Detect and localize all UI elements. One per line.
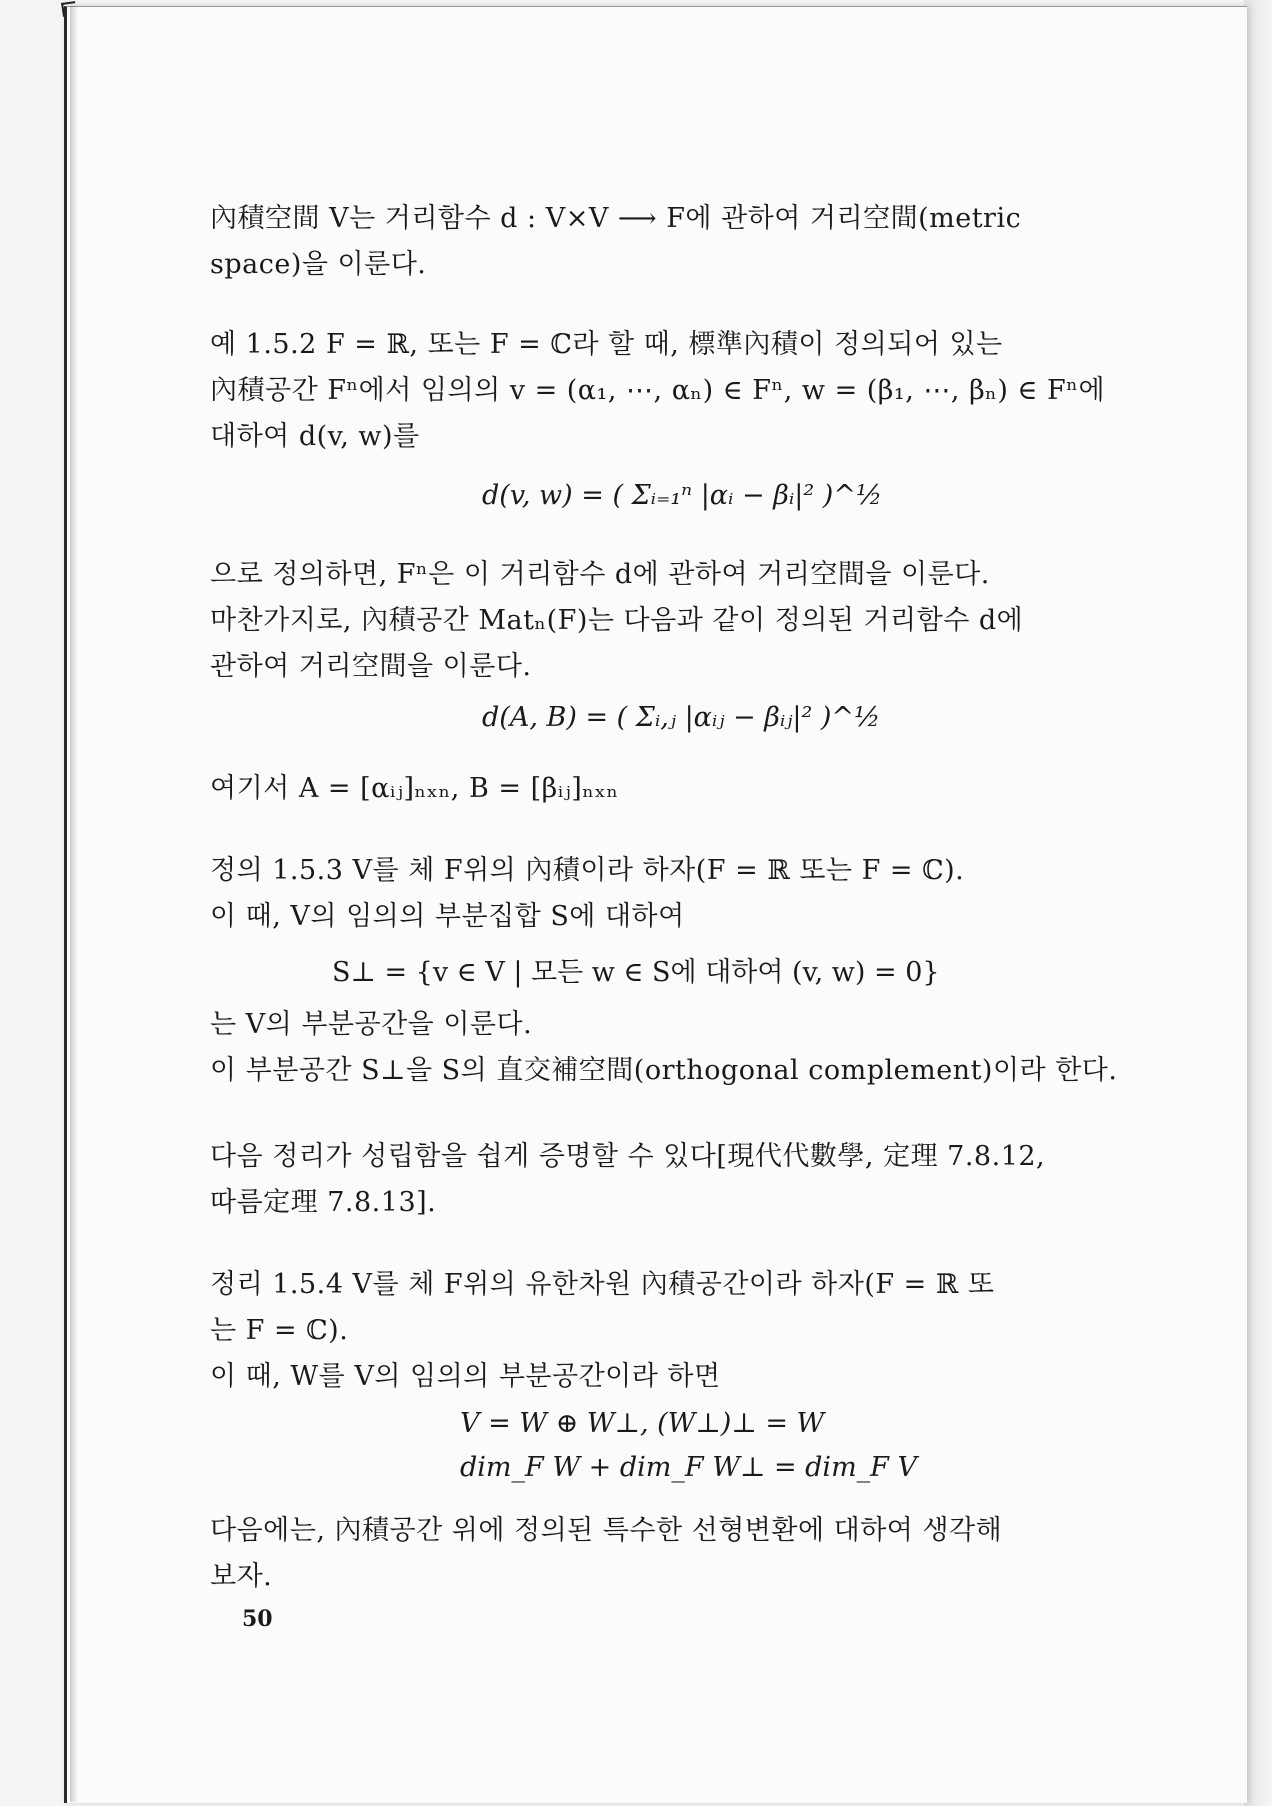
theorem-1-5-4 [210, 1262, 1116, 1400]
page-number: 50 [242, 1606, 273, 1632]
equation-direct-sum: V = W ⊕ W⊥, (W⊥)⊥ = W [460, 1408, 825, 1439]
text-line: 이 때, W를 V의 임의의 부분공간이라 하면 [210, 1361, 721, 1392]
definition-1-5-3 [210, 848, 1116, 940]
paragraph-metric-space [210, 196, 1116, 288]
paragraph-theorem-intro [210, 1134, 1116, 1226]
text-line: 예 1.5.2 F = ℝ, 또는 F = ℂ라 할 때, 標準內積이 정의되어 있는 [210, 329, 1003, 360]
page-gutter-shadow [70, 6, 78, 1802]
equation-orthogonal-set: S⊥ = {v ∈ V | 모든 w ∈ S에 대하여 (v, w) = 0} [332, 957, 940, 988]
equation-dimension: dim_F W + dim_F W⊥ = dim_F V [460, 1452, 917, 1483]
page-edge-shadow [1244, 0, 1272, 1806]
text-line: 관하여 거리空間을 이룬다. [210, 651, 532, 682]
text-line: 정리 1.5.4 V를 체 F위의 유한차원 內積공간이라 하자(F = ℝ 또 [210, 1269, 995, 1300]
equation-distance-vector: d(v, w) = ( Σᵢ₌₁ⁿ |αᵢ − βᵢ|² )^½ [482, 480, 883, 511]
text-line: 다음 정리가 성립함을 쉽게 증명할 수 있다[現代代數學, 定理 7.8.12, [210, 1141, 1046, 1172]
paragraph-orthogonal-complement [210, 1002, 1116, 1094]
text-line: 따름定理 7.8.13]. [210, 1187, 437, 1218]
text-line: 이 부분공간 S⊥을 S의 直交補空間(orthogonal complement)이라 한다. [210, 1055, 1118, 1086]
paragraph-where [210, 766, 1116, 812]
text-line: 으로 정의하면, Fⁿ은 이 거리함수 d에 관하여 거리空間을 이룬다. [210, 559, 990, 590]
equation-distance-matrix: d(A, B) = ( Σᵢ,ⱼ |αᵢⱼ − βᵢⱼ|² )^½ [482, 702, 881, 733]
text-line: 內積공간 Fⁿ에서 임의의 v = (α₁, ⋯, αₙ) ∈ Fⁿ, w = (β₁, ⋯, βₙ) ∈ Fⁿ에 [210, 375, 1106, 406]
text-line: 대하여 d(v, w)를 [210, 421, 420, 452]
text-line: 정의 1.5.3 V를 체 F위의 內積이라 하자(F = ℝ 또는 F = ℂ). [210, 855, 965, 886]
example-1-5-2 [210, 322, 1116, 460]
text-line: 보자. [210, 1561, 273, 1592]
text-line: 는 V의 부분공간을 이룬다. [210, 1009, 533, 1040]
page-corner-fold [61, 1, 77, 17]
paragraph-metric-conclusion [210, 552, 1116, 690]
text-line: 마찬가지로, 內積공간 Matₙ(F)는 다음과 같이 정의된 거리함수 d에 [210, 605, 1024, 636]
text-line: 內積空間 V는 거리함수 d : V×V ⟶ F에 관하여 거리空間(metric [210, 203, 1022, 234]
text-line: 는 F = ℂ). [210, 1315, 349, 1346]
text-line: 다음에는, 內積공간 위에 정의된 특수한 선형변환에 대하여 생각해 [210, 1515, 1003, 1546]
text-line: space)을 이룬다. [210, 249, 427, 280]
text-line: 이 때, V의 임의의 부분집합 S에 대하여 [210, 901, 685, 932]
paragraph-next [210, 1508, 1116, 1600]
text-line: 여기서 A = [αᵢⱼ]ₙₓₙ, B = [βᵢⱼ]ₙₓₙ [210, 773, 619, 804]
